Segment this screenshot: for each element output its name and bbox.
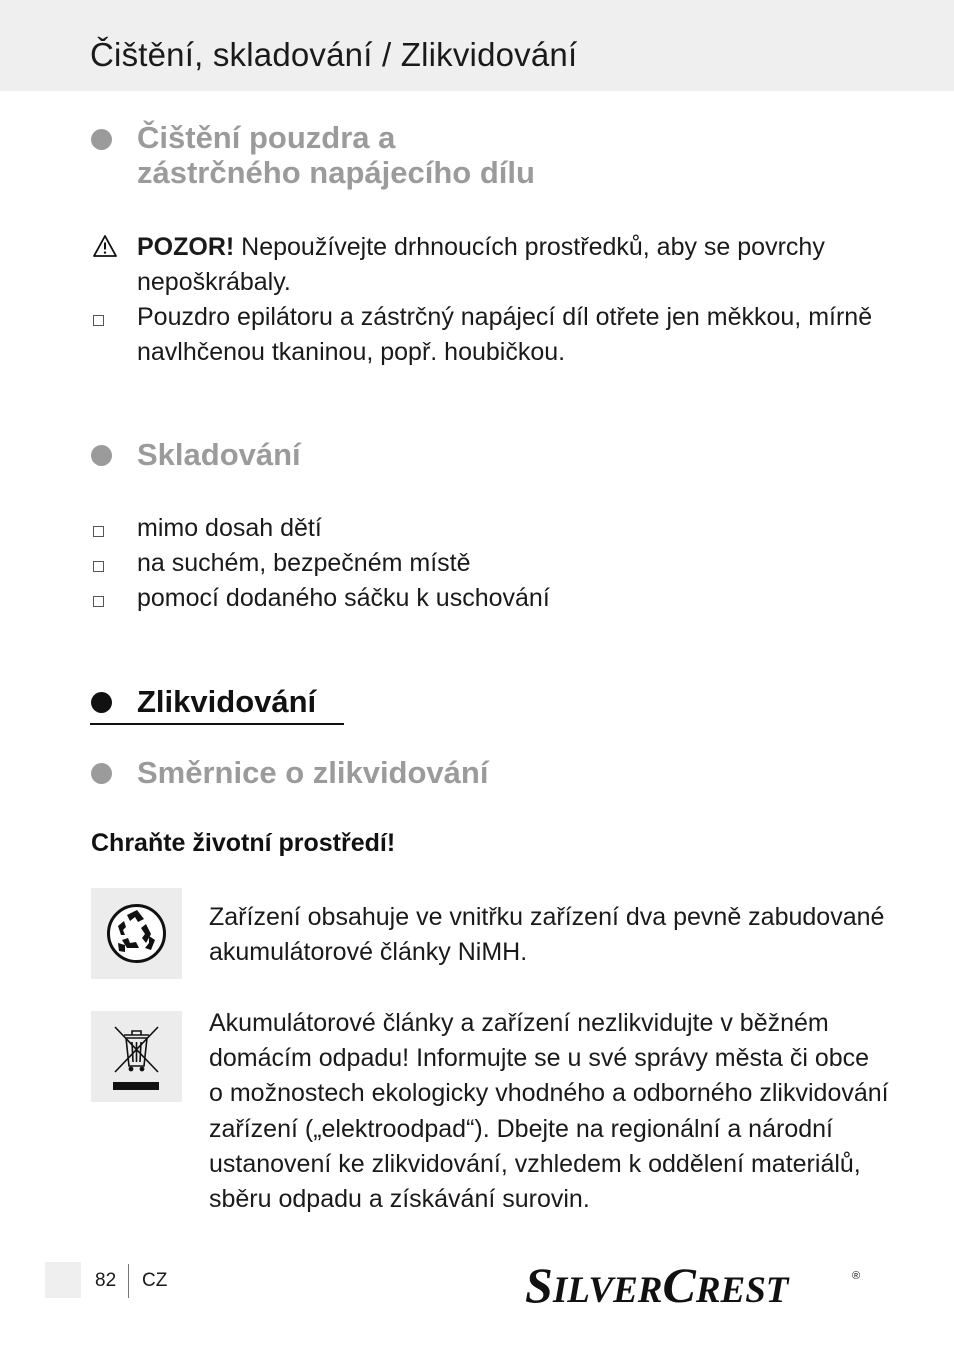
footer-marker <box>45 1262 81 1298</box>
environment-note: Chraňte životní prostředí! <box>91 829 396 857</box>
paragraph-line: Akumulátorové články a zařízení nezlikvidujte v běžném <box>209 1009 829 1037</box>
trademark-mark: ® <box>852 1270 861 1282</box>
section-heading-disposal: Zlikvidování <box>137 684 317 719</box>
heading-line: Čištění pouzdra a <box>137 120 396 155</box>
paragraph-line: akumulátorové články NiMH. <box>209 938 528 967</box>
checkbox-bullet <box>93 315 104 326</box>
paragraph-line: Zařízení obsahuje ve vnitřku zařízení dva pevně zabudované <box>209 903 885 931</box>
language-code: CZ <box>142 1270 168 1291</box>
paragraph-line: sběru odpadu a získávání surovin. <box>209 1185 590 1214</box>
section-bullet <box>91 445 112 466</box>
storage-item: pomocí dodaného sáčku k uschování <box>137 584 550 612</box>
section-bullet <box>91 692 112 713</box>
heading-line: zástrčného napájecího dílu <box>137 155 535 190</box>
recycle-icon <box>91 888 182 979</box>
heading-underline <box>90 723 344 725</box>
weee-icon-box <box>91 1011 182 1102</box>
disposal-info-paragraph <box>209 1006 889 1217</box>
section-heading-cleaning <box>137 120 535 190</box>
warning-text: Nepoužívejte drhnoucích prostředků, aby se povrchy <box>234 233 825 261</box>
warning-label: POZOR! <box>137 233 235 261</box>
cleaning-instruction <box>137 300 872 370</box>
battery-info-paragraph <box>209 900 889 970</box>
paragraph-line: o možnostech ekologicky vhodného a odborného zlikvidování <box>209 1079 889 1108</box>
storage-item: mimo dosah dětí <box>137 514 322 542</box>
silvercrest-logo <box>525 1257 865 1313</box>
paragraph-line: ustanovení ke zlikvidování, vzhledem k oddělení materiálů, <box>209 1149 861 1178</box>
paragraph-line: zařízení („elektroodpad“). Dbejte na regionální a národní <box>209 1114 833 1143</box>
warning-icon <box>92 234 118 258</box>
svg-text:SILVERCREST: SILVERCREST <box>525 1257 789 1313</box>
page-title: Čištění, skladování / Zlikvidování <box>90 36 578 73</box>
section-heading-storage: Skladování <box>137 437 301 472</box>
section-bullet <box>91 763 112 784</box>
storage-item: na suchém, bezpečném místě <box>137 549 471 577</box>
warning-text-continued: nepoškrábaly. <box>137 268 291 296</box>
page-number: 82 <box>95 1270 117 1291</box>
checkbox-bullet <box>93 596 104 607</box>
instruction-line: navlhčenou tkaninou, popř. houbičkou. <box>137 338 566 366</box>
paragraph-line: domácím odpadu! Informujte se u své správy města či obce <box>209 1044 870 1073</box>
footer-divider <box>128 1264 129 1298</box>
checkbox-bullet <box>93 526 104 537</box>
checkbox-bullet <box>93 561 104 572</box>
instruction-line: Pouzdro epilátoru a zástrčný napájecí díl otřete jen měkkou, mírně <box>137 303 873 331</box>
warning-paragraph <box>137 230 825 300</box>
crossed-bin-icon <box>91 1011 182 1102</box>
recycling-icon-box <box>91 888 182 979</box>
section-bullet <box>91 129 112 150</box>
section-heading-directive: Směrnice o zlikvidování <box>137 755 489 790</box>
